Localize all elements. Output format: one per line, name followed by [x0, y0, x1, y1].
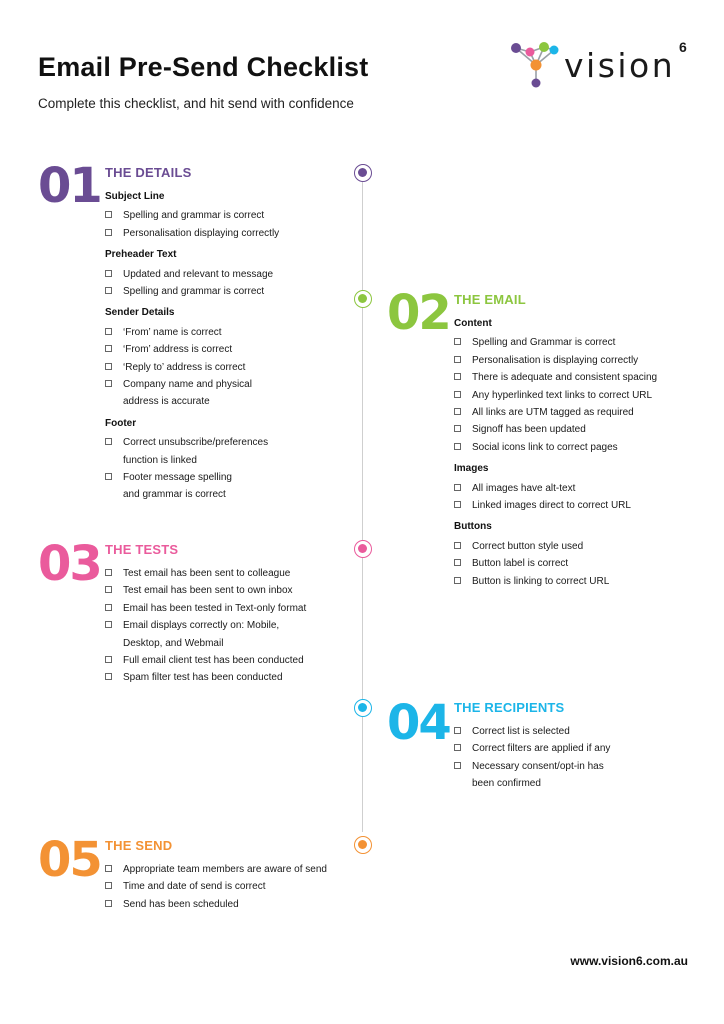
checklist-item-label: Necessary consent/opt-in has: [472, 760, 604, 772]
checklist-item-label: Linked images direct to correct URL: [472, 500, 631, 512]
checklist-item-label: Desktop, and Webmail: [123, 637, 224, 649]
checklist-item: [105, 324, 355, 341]
group-heading: Content: [454, 318, 492, 329]
timeline-dot-send-icon: [354, 836, 372, 854]
checkbox-icon[interactable]: [105, 328, 112, 335]
section-number-send: 05: [38, 832, 101, 888]
checklist-item: [105, 652, 355, 669]
checkbox-icon[interactable]: [454, 408, 461, 415]
timeline-line: [362, 182, 363, 832]
group-heading: Subject Line: [105, 191, 165, 202]
checklist-item: [454, 723, 704, 740]
footer-url[interactable]: www.vision6.com.au: [570, 954, 688, 968]
checklist-item-continuation: [105, 635, 355, 652]
section-title-details: THE DETAILS: [105, 165, 192, 180]
checkbox-icon[interactable]: [454, 501, 461, 508]
logo-superscript: 6: [679, 39, 687, 55]
checklist-item: [105, 896, 355, 913]
checklist-item-label: Appropriate team members are aware of send: [123, 864, 327, 875]
checklist-item-label: Correct list is selected: [472, 726, 570, 737]
checklist-item: [454, 555, 704, 572]
checkbox-icon[interactable]: [105, 473, 112, 480]
section-title-recipients: THE RECIPIENTS: [454, 700, 565, 715]
checklist-item-label: Spam filter test has been conducted: [123, 672, 283, 684]
checkbox-icon[interactable]: [454, 391, 461, 398]
checklist-item: [454, 404, 704, 421]
checkbox-icon[interactable]: [454, 338, 461, 345]
checklist-item: [105, 434, 355, 451]
checklist-item-label: Test email has been sent to colleague: [123, 568, 291, 579]
checklist-item: [105, 565, 355, 582]
checklist-item-label: Footer message spelling: [123, 472, 232, 484]
checkbox-icon[interactable]: [454, 542, 461, 549]
checklist-item-label: Time and date of send is correct: [123, 881, 266, 893]
group-heading: Preheader Text: [105, 249, 177, 261]
checklist-item: [454, 369, 704, 386]
checklist-item: [454, 387, 704, 404]
checklist-item: [105, 283, 355, 300]
section-number-details: 01: [38, 158, 101, 214]
checklist-item-label: Button label is correct: [472, 558, 569, 570]
checklist-item: [454, 538, 704, 555]
checklist-details: [105, 190, 355, 504]
checkbox-icon[interactable]: [105, 673, 112, 680]
checklist-item-label: function is linked: [123, 454, 197, 466]
checklist-item-label: Any hyperlinked text links to correct URL: [472, 389, 653, 401]
checklist-item: [454, 421, 704, 438]
checkbox-icon[interactable]: [105, 270, 112, 277]
checklist-item: [454, 439, 704, 456]
checklist-recipients: [454, 723, 704, 793]
checkbox-icon[interactable]: [105, 900, 112, 907]
checklist-item-label: Signoff has been updated: [472, 424, 586, 436]
checklist-item-continuation: [105, 486, 355, 503]
checklist-item-label: Full email client test has been conducted: [123, 655, 304, 667]
timeline-dot-tests-icon: [354, 540, 372, 558]
section-number-recipients: 04: [387, 695, 450, 751]
checkbox-icon[interactable]: [105, 363, 112, 370]
checkbox-icon[interactable]: [105, 586, 112, 593]
checklist-item: [105, 600, 355, 617]
checkbox-icon[interactable]: [105, 211, 112, 218]
checklist-item-label: been confirmed: [472, 778, 541, 790]
checkbox-icon[interactable]: [105, 882, 112, 889]
section-title-tests: THE TESTS: [105, 542, 179, 557]
checklist-email: [454, 317, 704, 590]
group-heading: Buttons: [454, 521, 492, 533]
checklist-item-label: All links are UTM tagged as required: [472, 407, 634, 419]
checklist-item: [105, 861, 355, 878]
checkbox-icon[interactable]: [105, 287, 112, 294]
checklist-item-label: Spelling and grammar is correct: [123, 210, 265, 222]
checkbox-icon[interactable]: [105, 621, 112, 628]
timeline-dot-recipients-icon: [354, 699, 372, 717]
checklist-item: [105, 225, 355, 242]
checklist-item-label: and grammar is correct: [123, 489, 226, 501]
checkbox-icon[interactable]: [105, 380, 112, 387]
checklist-item: [105, 341, 355, 358]
checklist-item-label: ‘From’ name is correct: [123, 326, 222, 338]
checklist-item: [454, 497, 704, 514]
checkbox-icon[interactable]: [454, 356, 461, 363]
checklist-item: [105, 376, 355, 393]
checklist-item-label: Correct filters are applied if any: [472, 743, 611, 755]
checklist-item: [454, 480, 704, 497]
checklist-tests: [105, 565, 355, 687]
checklist-item-label: All images have alt-text: [472, 482, 576, 494]
timeline-dot-email-icon: [354, 290, 372, 308]
group-heading: Images: [454, 463, 489, 475]
checklist-item-label: Button is linking to correct URL: [472, 575, 610, 587]
checklist-item: [105, 669, 355, 686]
checklist-item-label: Personalisation displaying correctly: [123, 227, 280, 239]
section-title-email: THE EMAIL: [454, 292, 526, 307]
checklist-item: [105, 266, 355, 283]
checkbox-icon[interactable]: [454, 425, 461, 432]
checklist-item: [454, 352, 704, 369]
checklist-item-label: Social icons link to correct pages: [472, 441, 618, 453]
checklist-item-label: Correct button style used: [472, 540, 584, 552]
timeline-dot-details-icon: [354, 164, 372, 182]
page-subtitle: Complete this checklist, and hit send with confidence: [38, 96, 354, 111]
checklist-item: [454, 573, 704, 590]
checklist-item-label: ‘Reply to’ address is correct: [123, 361, 246, 373]
checklist-item: [105, 359, 355, 376]
checklist-item: [454, 334, 704, 351]
checkbox-icon[interactable]: [454, 577, 461, 584]
checklist-item: [454, 758, 704, 775]
section-number-tests: 03: [38, 536, 101, 592]
checklist-item-continuation: [105, 452, 355, 469]
checkbox-icon[interactable]: [105, 569, 112, 576]
checkbox-icon[interactable]: [454, 373, 461, 380]
checklist-item-continuation: [105, 393, 355, 410]
checklist-item-continuation: [454, 775, 704, 792]
checkbox-icon[interactable]: [454, 727, 461, 734]
checkbox-icon[interactable]: [105, 229, 112, 236]
checklist-item-label: Spelling and grammar is correct: [123, 286, 265, 297]
checklist-item: [105, 878, 355, 895]
checklist-item: [105, 617, 355, 634]
checklist-item: [105, 582, 355, 599]
checklist-item: [105, 207, 355, 224]
group-heading: Sender Details: [105, 307, 175, 319]
checkbox-icon[interactable]: [105, 865, 112, 872]
checklist-item: [454, 740, 704, 757]
checklist-item-label: ‘From’ address is correct: [123, 344, 233, 356]
checklist-item-label: There is adequate and consistent spacing: [472, 372, 658, 384]
checklist-item-label: Updated and relevant to message: [123, 268, 274, 280]
checklist-send: [105, 861, 355, 913]
checkbox-icon[interactable]: [105, 438, 112, 445]
checklist-item-label: Test email has been sent to own inbox: [123, 585, 293, 597]
checkbox-icon[interactable]: [105, 345, 112, 352]
checkbox-icon[interactable]: [454, 744, 461, 751]
checklist-item-label: Send has been scheduled: [123, 898, 239, 910]
checklist-item-label: address is accurate: [123, 396, 210, 408]
checklist-item-label: Personalisation is displaying correctly: [472, 354, 639, 366]
checkbox-icon[interactable]: [454, 559, 461, 566]
page-title: Email Pre-Send Checklist: [38, 52, 369, 82]
checkbox-icon[interactable]: [454, 443, 461, 450]
checklist-item-label: Correct unsubscribe/preferences: [123, 437, 269, 449]
group-heading: Footer: [105, 417, 137, 429]
checklist-item-label: Company name and physical: [123, 379, 252, 391]
checklist-item-label: Spelling and Grammar is correct: [472, 337, 616, 349]
logo-wordmark: vision: [564, 46, 676, 85]
checkbox-icon[interactable]: [454, 484, 461, 491]
checklist-item-label: Email has been tested in Text-only format: [123, 602, 307, 614]
checkbox-icon[interactable]: [105, 604, 112, 611]
checkbox-icon[interactable]: [454, 762, 461, 769]
checklist-item-label: Email displays correctly on: Mobile,: [123, 620, 280, 632]
section-title-send: THE SEND: [105, 838, 173, 853]
section-number-email: 02: [387, 285, 450, 341]
checklist-item: [105, 469, 355, 486]
checkbox-icon[interactable]: [105, 656, 112, 663]
